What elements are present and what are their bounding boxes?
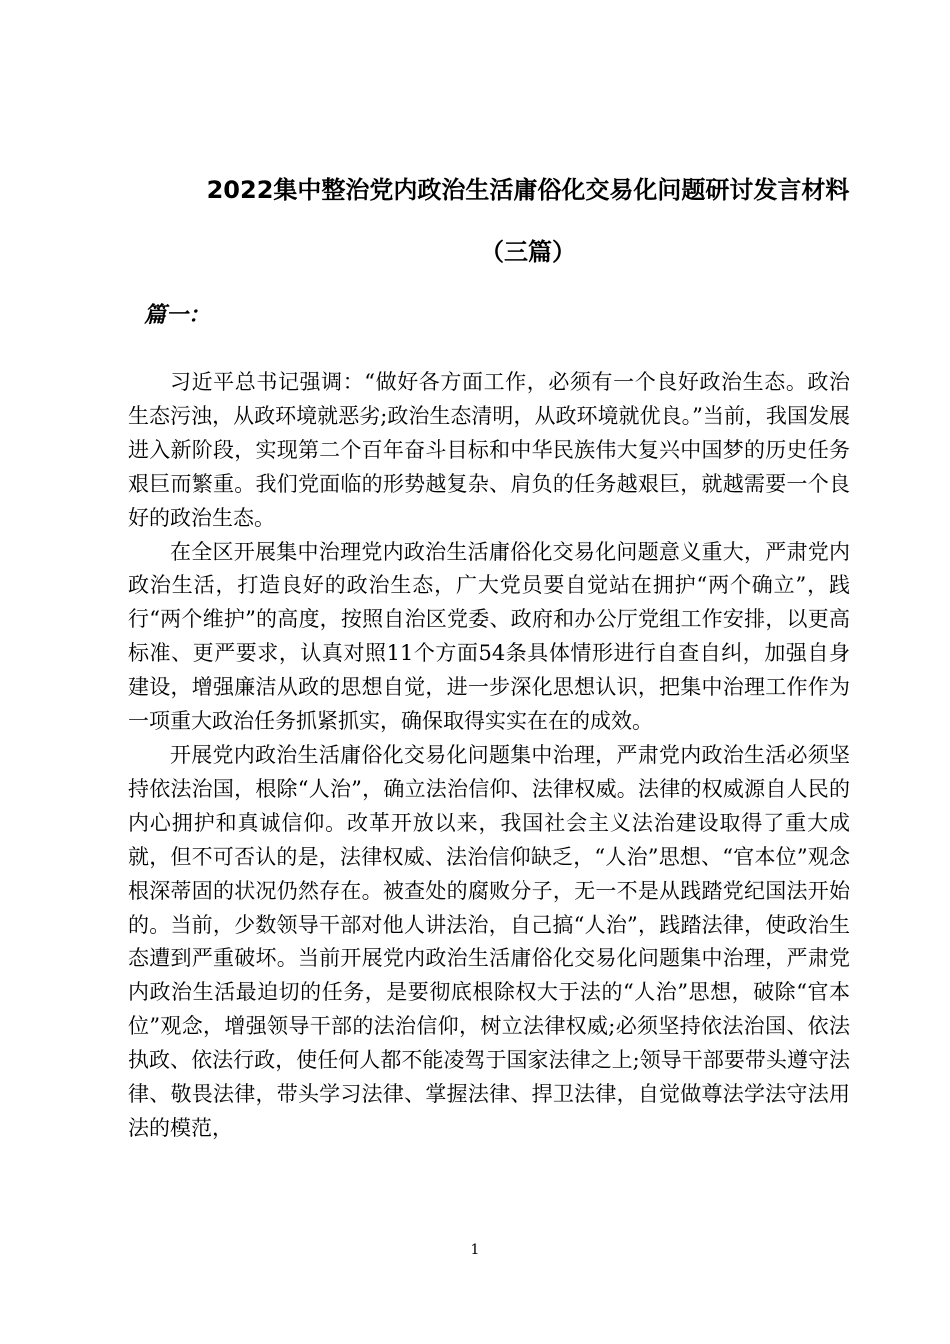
paragraph-1: 习近平总书记强调：“做好各方面工作，必须有一个良好政治生态。政治生态污浊，从政环境就恶劣;政治生态清明，从政环境就优良。”当前，我国发展进入新阶段，实现第二个百年奋斗目标和中华民族伟大复兴中国梦的历史任务艰巨而繁重。我们党面临的形势越复杂、肩负的任务越艰巨，就越需要一个良好的政治生态。 [128,370,850,530]
paragraph-3: 开展党内政治生活庸俗化交易化问题集中治理，严肃党内政治生活必须坚持依法治国，根除“人治”，确立法治信仰、法律权威。法律的权威源自人民的内心拥护和真诚信仰。改革开放以来，我国社会主义法治建设取得了重大成就，但不可否认的是，法律权威、法治信仰缺乏，“人治”思想、“官本位”观念根深蒂固的状况仍然存在。被查处的腐败分子，无一不是从践踏党纪国法开始的。当前，少数领导干部对他人讲法治，自己搞“人治”，践踏法律，使政治生态遭到严重破坏。当前开展党内政治生活庸俗化交易化问题集中治理，严肃党内政治生活最迫切的任务，是要彻底根除权大于法的“人治”思想，破除“官本位”观念，增强领导干部的法治信仰，树立法律权威;必须坚持依法治国、依法执政、依法行政，使任何人都不能凌驾于国家法律之上;领导干部要带头遵守法律、敬畏法律，带头学习法律、掌握法律、捍卫法律，自觉做尊法学法守法用法的模范， [128,742,850,1140]
paragraph-2: 在全区开展集中治理党内政治生活庸俗化交易化问题意义重大，严肃党内政治生活，打造良好的政治生态，广大党员要自觉站在拥护“两个确立”，践行“两个维护”的高度，按照自治区党委、政府和办公厅党组工作安排，以更高标准、更严要求，认真对照11个方面54条具体情形进行自查自纠，加强自身建设，增强廉洁从政的思想自觉，进一步深化思想认识，把集中治理工作作为一项重大政治任务抓紧抓实，确保取得实实在在的成效。 [128,539,850,734]
document-body [128,366,850,1146]
section-heading: 篇一： [144,302,211,328]
page-number: 1 [470,1242,480,1258]
document-subtitle: （三篇） [480,238,576,266]
document-title: 2022集中整治党内政治生活庸俗化交易化问题研讨发言材料 [206,176,850,204]
